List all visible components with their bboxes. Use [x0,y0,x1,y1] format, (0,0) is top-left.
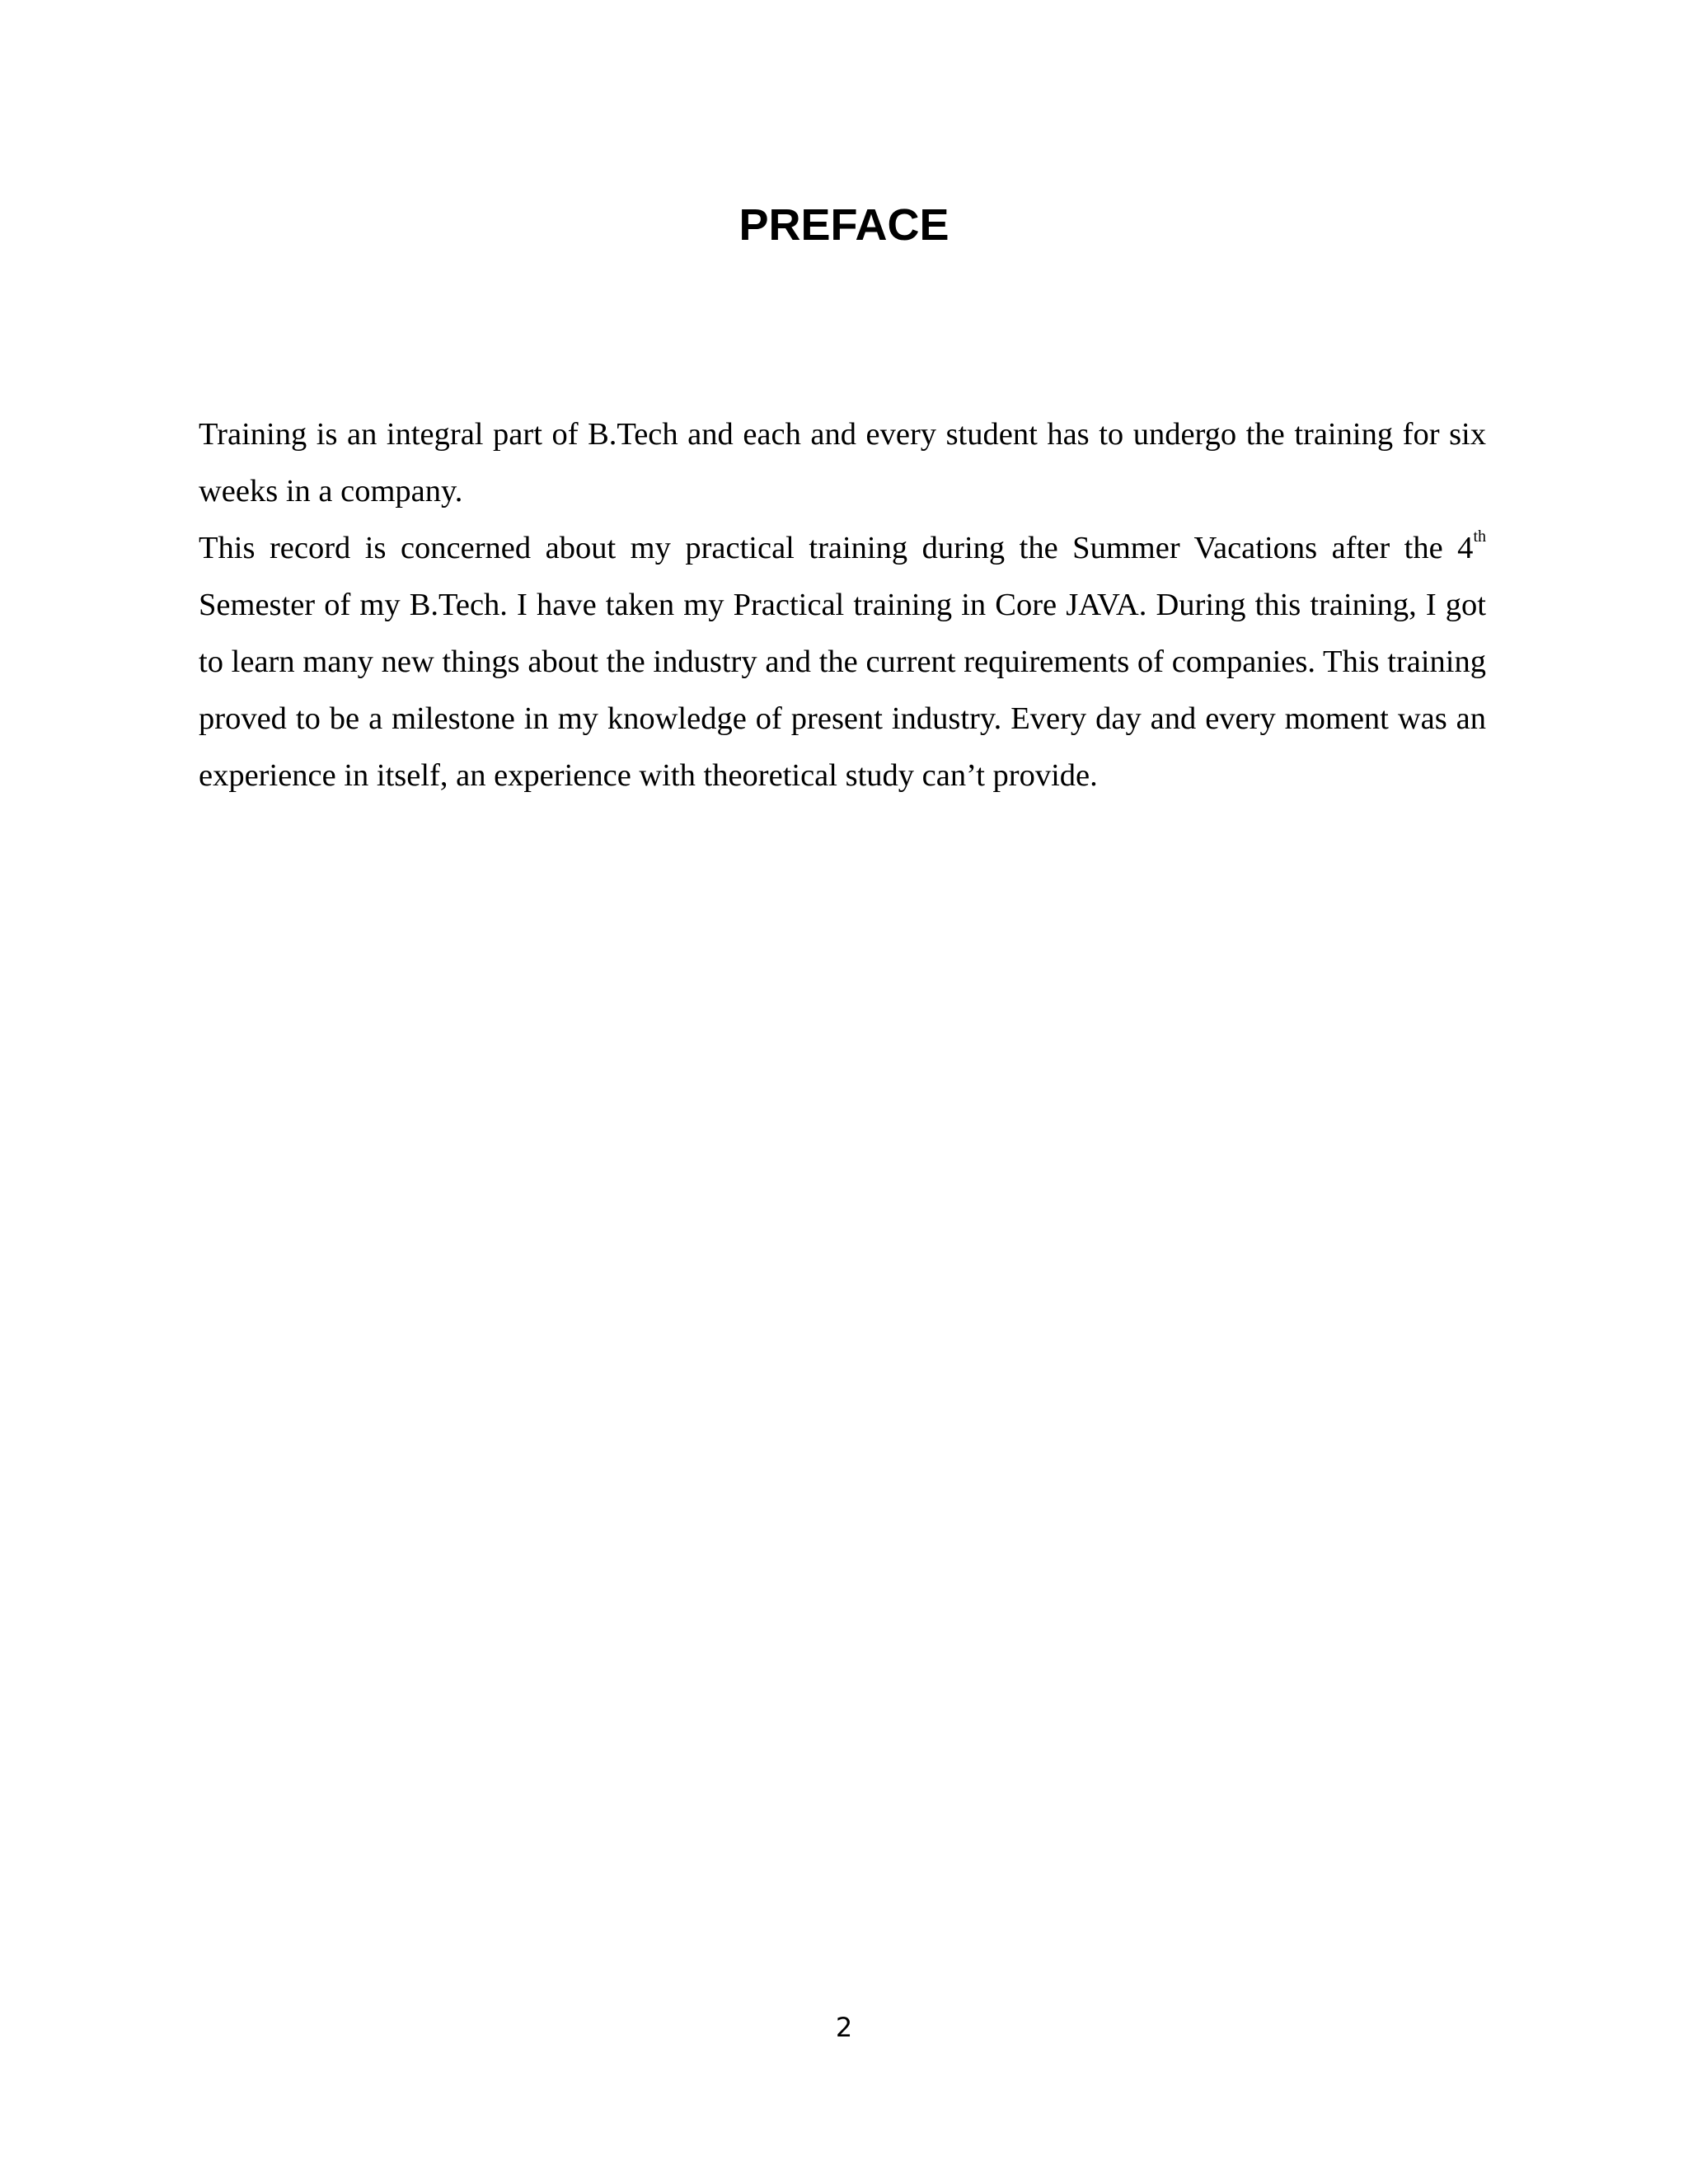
ordinal-superscript: th [1473,527,1486,546]
preface-body [199,406,1486,804]
paragraph-text-part: This record is concerned about my practical training during the Summer Vacations after the 4 [199,531,1474,565]
page-title: PREFACE [738,200,950,250]
paragraph-text-part: Semester of my B.Tech. I have taken my Practical training in Core JAVA. During this training, I got to learn many new things about the industry and the current requirements of companies. This training proved to be a milestone in my knowledge of present industry. Every day and every moment was an experience in itself, an experience with theoretical study can’t provide. [199,588,1486,793]
page-number: 2 [835,2012,853,2043]
paragraph-training-intro: Training is an integral part of B.Tech and each and every student has to undergo the training for six weeks in a company. [199,417,1486,509]
paragraph-training-record [199,520,1486,804]
